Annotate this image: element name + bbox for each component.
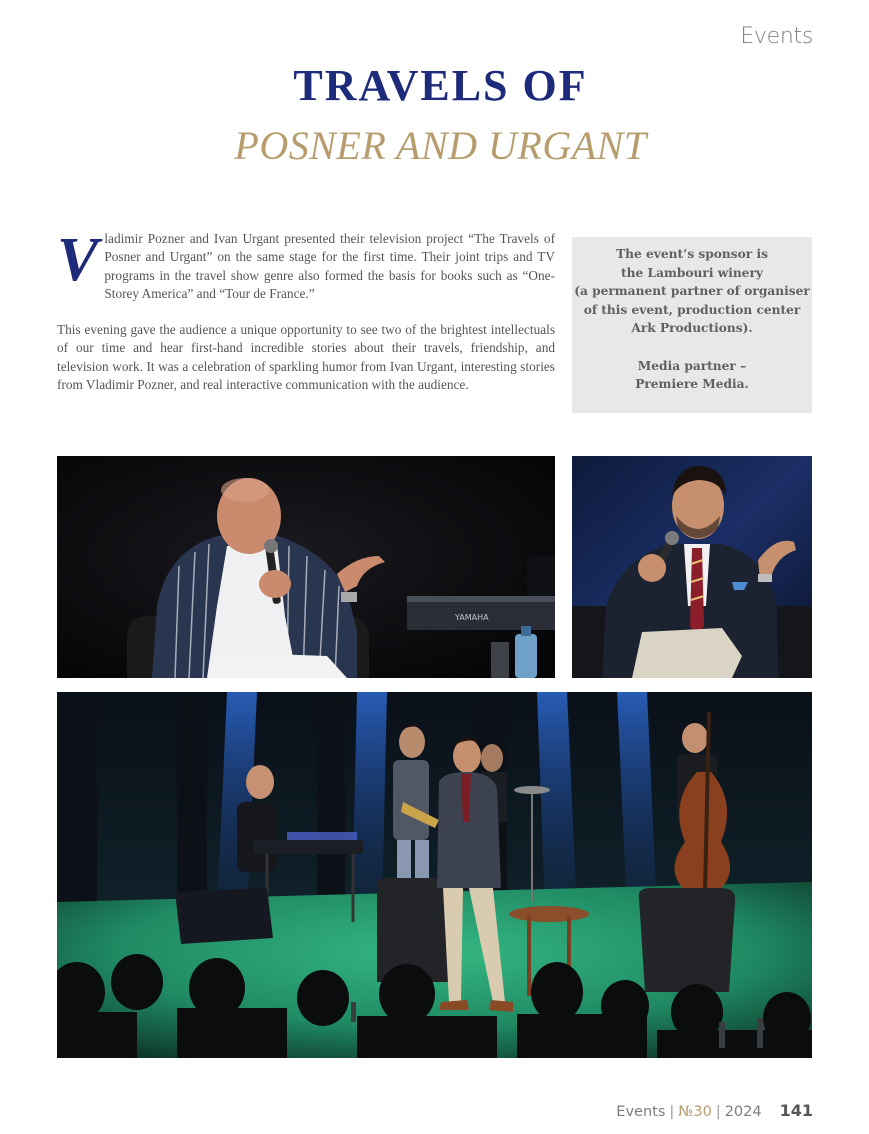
- sponsor-line: Ark Productions).: [631, 321, 753, 336]
- footer-year: 2024: [724, 1104, 762, 1120]
- photo-pozner: [57, 456, 555, 678]
- page-footer: Events | №30 | 2024 141: [616, 1101, 813, 1120]
- article-title-line1: TRAVELS OF: [293, 61, 588, 110]
- section-label: Events: [740, 24, 813, 49]
- paragraph-1-text: ladimir Pozner and Ivan Urgant presented their television project “The Travels of Posner and Urgant” on the same stage for the first time. Their joint trips and TV programs in the travel show genre also formed the basis for books such as “One-Storey America” and “Tour de France.”: [104, 231, 555, 301]
- photo-stage-performance: [57, 692, 812, 1058]
- article-paragraph-2: This evening gave the audience a unique opportunity to see two of the brightest intellectuals of our time and hear first-hand incredible stories about their travels, friendship, and television work. It was a celebration of sparkling humor from Ivan Urgant, interesting stories from Vladimir Pozner, and real interactive communication with the audience.: [57, 322, 555, 393]
- footer-issue-number: №30: [678, 1104, 712, 1120]
- sponsor-box: [572, 237, 812, 413]
- photo-urgant: [572, 456, 812, 678]
- media-partner-line: Premiere Media.: [635, 377, 749, 392]
- article-body: [57, 226, 555, 394]
- article-paragraph-1: [57, 226, 555, 303]
- keyboard-brand: YAMAHA: [455, 613, 489, 622]
- sponsor-line: the Lambouri winery: [621, 265, 763, 280]
- sponsor-line: (a permanent partner of organiser: [574, 284, 810, 299]
- drop-cap: V: [57, 226, 99, 294]
- page-number: 141: [779, 1101, 813, 1120]
- footer-section: Events: [616, 1104, 666, 1120]
- article-title-line2: POSNER AND URGANT: [234, 123, 647, 168]
- sponsor-line: The event’s sponsor is: [616, 247, 768, 261]
- sponsor-line: of this event, production center: [583, 302, 801, 317]
- media-partner-line: Media partner –: [637, 358, 747, 373]
